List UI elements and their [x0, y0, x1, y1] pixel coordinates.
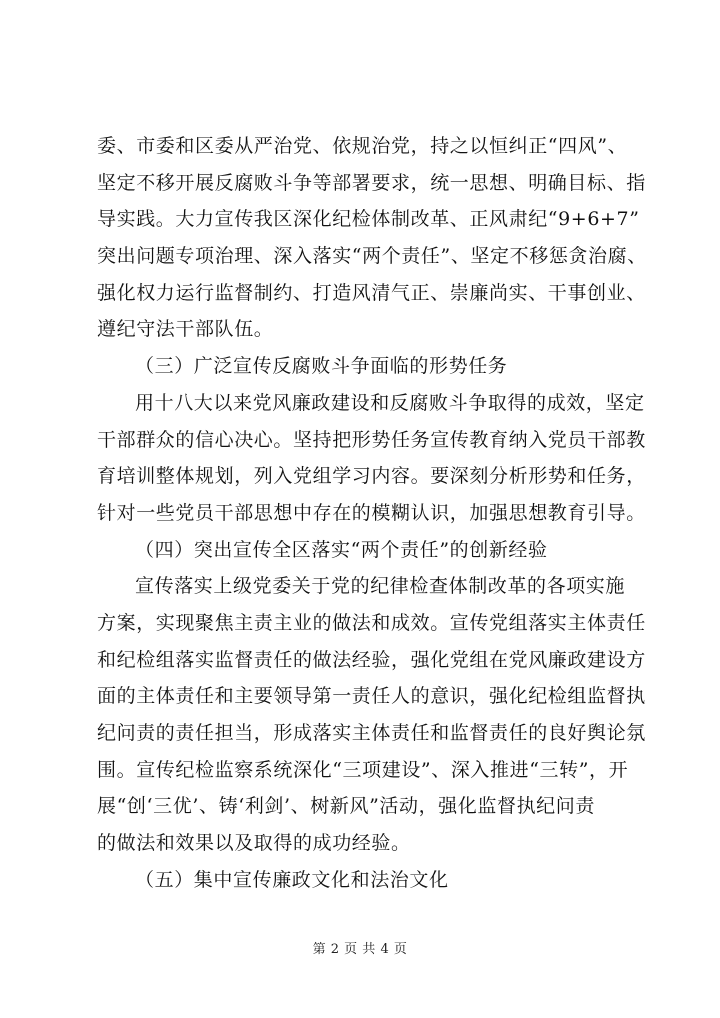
section-heading-3: （三）广泛宣传反腐败斗争面临的形势任务 — [135, 355, 508, 378]
text-line: 围。宣传纪检监察系统深化“三项建设”、深入推进“三转”，开 — [97, 758, 629, 781]
text-line: 的做法和效果以及取得的成功经验。 — [97, 832, 411, 855]
text-line: 针对一些党员干部思想中存在的模糊认识，加强思想教育引导。 — [97, 501, 646, 524]
paragraph-first-line: 宣传落实上级党委关于党的纪律检查体制改革的各项实施 — [135, 575, 626, 598]
text-line: 坚定不移开展反腐败斗争等部署要求，统一思想、明确目标、指 — [97, 171, 646, 194]
text-line: 突出问题专项治理、深入落实“两个责任”、坚定不移惩贪治腐、 — [97, 245, 647, 268]
text-line: 遵纪守法干部队伍。 — [97, 318, 274, 341]
text-line: 干部群众的信心决心。坚持把形势任务宣传教育纳入党员干部教 — [97, 428, 646, 451]
text-line: 展“创‘三优’、铸‘利剑’、树新风”活动，强化监督执纪问责 — [97, 795, 595, 818]
body-text — [97, 128, 667, 898]
page-footer: 第 2 页 共 4 页 — [312, 942, 408, 957]
text-line: 强化权力运行监督制约、打造风清气正、崇廉尚实、干事创业、 — [97, 281, 646, 304]
text-line: 纪问责的责任担当，形成落实主体责任和监督责任的良好舆论氛 — [97, 722, 646, 744]
text-line: 委、市委和区委从严治党、依规治党，持之以恒纠正“四风”、 — [97, 135, 628, 157]
section-heading-5: （五）集中宣传廉政文化和法治文化 — [135, 868, 449, 891]
text-line: 方案，实现聚焦主责主业的做法和成效。宣传党组落实主体责任 — [97, 611, 646, 634]
text-line: 面的主体责任和主要领导第一责任人的意识，强化纪检组监督执 — [97, 685, 646, 708]
paragraph-first-line: 用十八大以来党风廉政建设和反腐败斗争取得的成效，坚定 — [135, 391, 645, 414]
text-line: 和纪检组落实监督责任的做法经验，强化党组在党风廉政建设方 — [97, 648, 646, 671]
text-line: 育培训整体规划，列入党组学习内容。要深刻分析形势和任务， — [97, 465, 646, 488]
section-heading-4: （四）突出宣传全区落实“两个责任”的创新经验 — [135, 538, 548, 561]
text-line: 导实践。大力宣传我区深化纪检体制改革、正风肃纪“9+6+7” — [97, 208, 640, 231]
